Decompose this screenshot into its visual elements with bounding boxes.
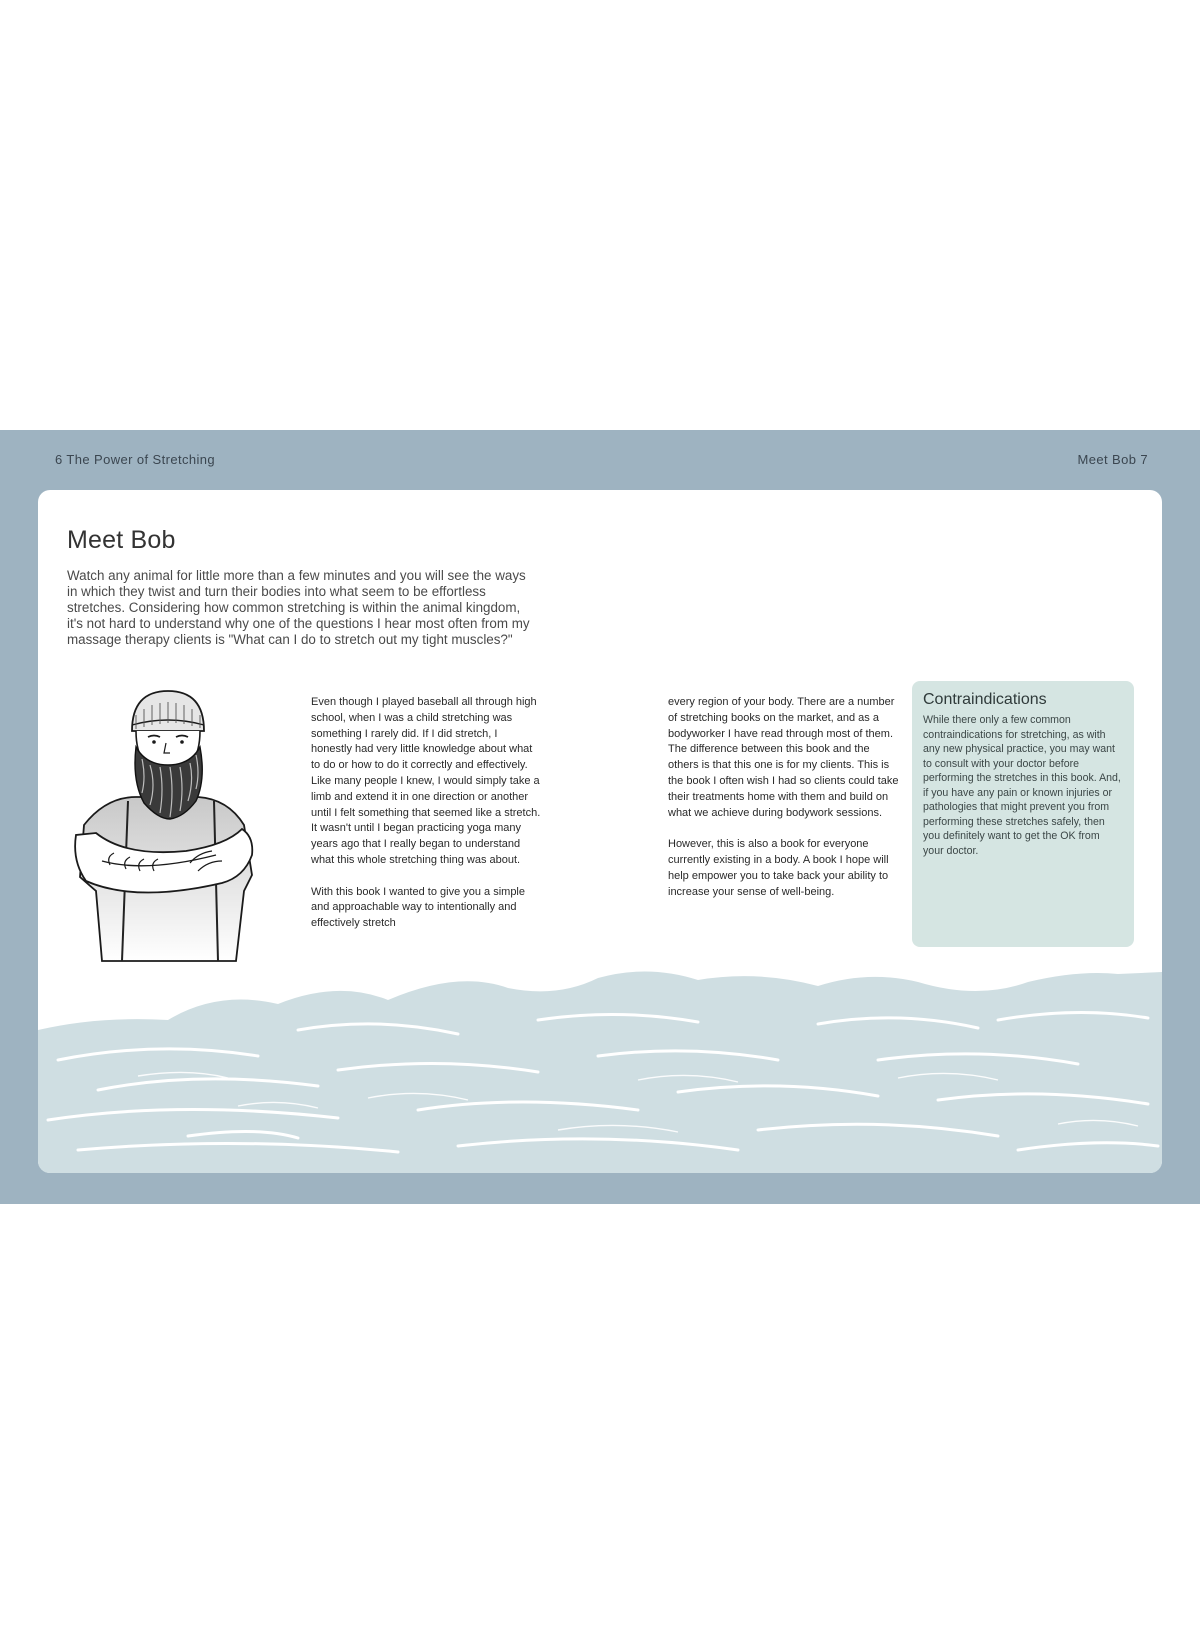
book-spread	[0, 430, 1200, 1204]
body-paragraph: every region of your body. There are a number of stretching books on the market, and as a bodyworker I have read through most of them. The difference between this book and the others is that this one is for my clients. This is the book I often wish I had so clients could take their treatments home with them and build on what we achieve during bodywork sessions.	[668, 696, 899, 819]
body-column-1	[311, 695, 541, 948]
mountain-landscape-illustration	[38, 960, 1162, 1173]
page-title: Meet Bob	[67, 526, 176, 554]
body-paragraph: Even though I played baseball all through high school, when I was a child stretching was something I rarely did. If I did stretch, I honestly had very little knowledge about what to do or how to do it correctly and effectively. Like many people I knew, I would simply take a limb and extend it in one direction or another until I felt something that seemed like a stretch. It wasn't until I began practicing yoga many years ago that I really began to understand what this whole stretching thing was about.	[311, 696, 541, 866]
page-content-card	[38, 490, 1162, 1173]
body-paragraph: However, this is also a book for everyone currently existing in a body. A book I hope will help empower you to take back your ability to increase your sense of well-being.	[668, 838, 889, 898]
body-column-2	[668, 695, 900, 916]
sidebar-body: While there only a few common contraindications for stretching, as with any new physical practice, you may want to consult with your doctor before performing the stretches in this book. And, if you have any pain or known injuries or pathologies that might prevent you from performing these stretches safely, then you definitely want to get the OK from your doctor.	[923, 714, 1121, 857]
running-head-left: 6 The Power of Stretching	[55, 452, 216, 467]
body-paragraph: With this book I wanted to give you a simple and approachable way to intentionally and effectively stretch	[311, 885, 525, 930]
bob-portrait-illustration	[66, 685, 266, 963]
running-head-right: Meet Bob 7	[1077, 452, 1148, 467]
sidebar-title: Contraindications	[923, 691, 1047, 708]
intro-paragraph: Watch any animal for little more than a few minutes and you will see the ways in which they twist and turn their bodies into what seem to be effortless stretches. Considering how common stretching is within the animal kingdom, it's not hard to understand why one of the questions I hear most often from my massage therapy clients is "What can I do to stretch out my tight muscles?"	[67, 568, 530, 647]
contraindications-sidebar	[912, 681, 1134, 947]
